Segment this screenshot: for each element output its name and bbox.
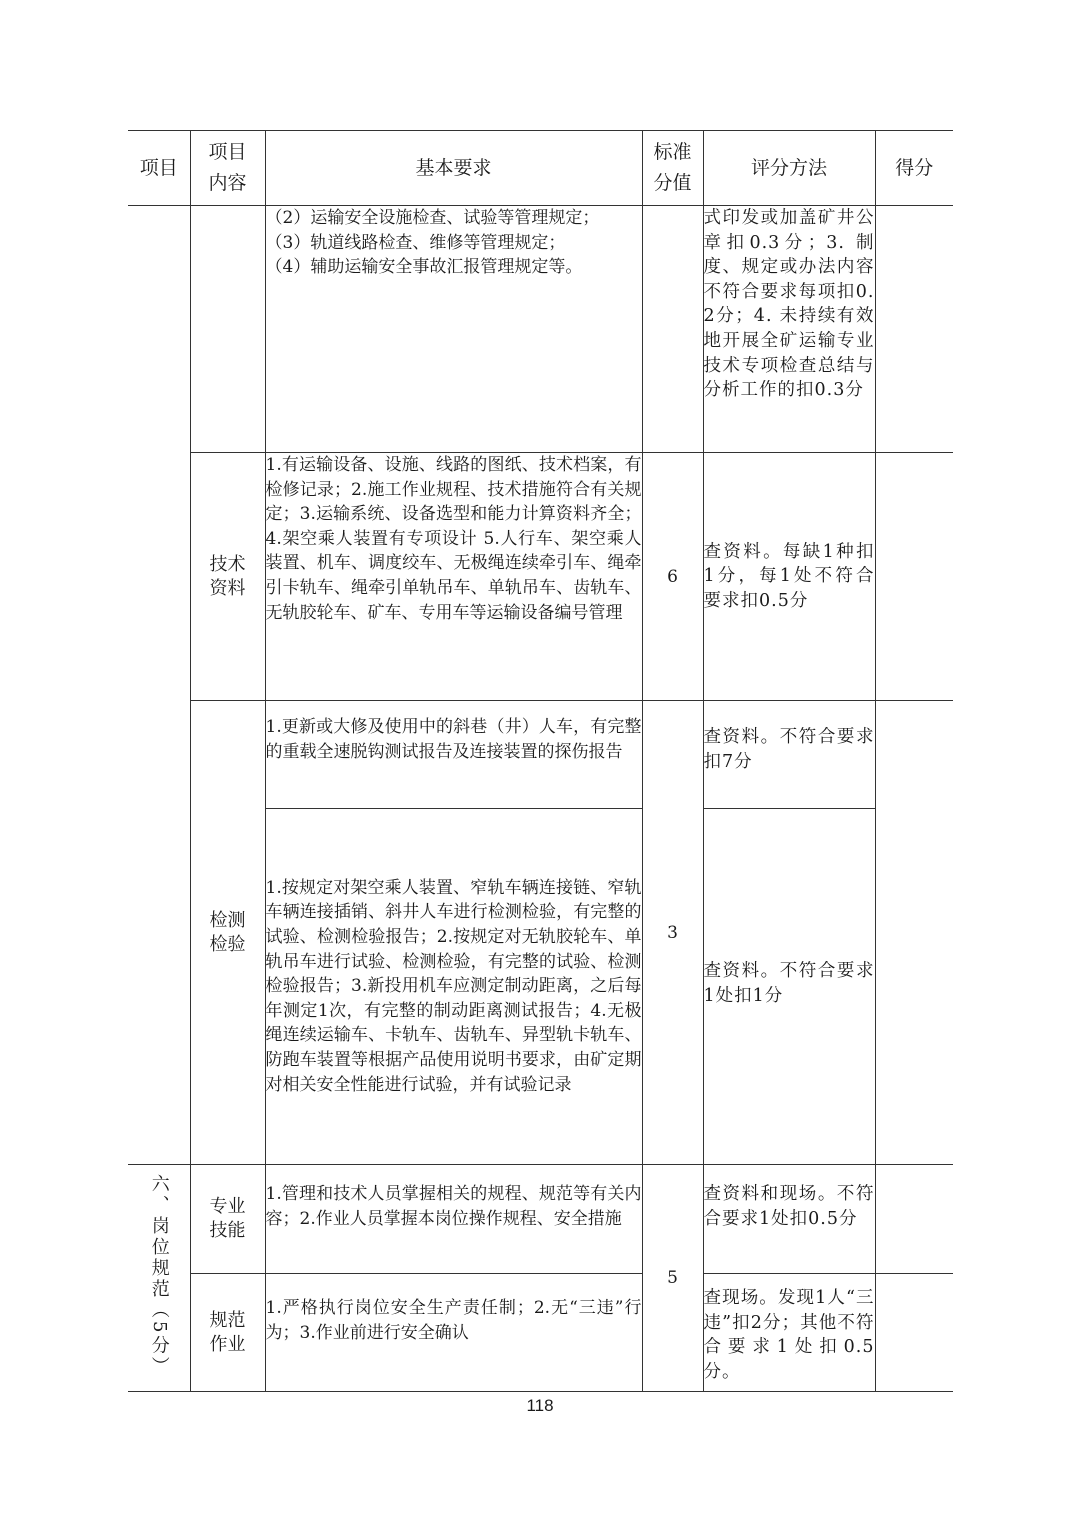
header-project-content-line2: 内容 — [208, 172, 247, 194]
requirements-standard-operation: 1.严格执行岗位安全生产责任制；2.无“三违”行为；3.作业前进行安全确认 — [265, 1274, 642, 1392]
item-standard-operation — [190, 1274, 265, 1392]
item-name-line1: 检测 — [209, 909, 246, 931]
score-cell[interactable] — [875, 1274, 953, 1392]
table-row — [128, 206, 953, 453]
scoring-method-professional-skills: 查资料和现场。不符合要求1处扣0.5分 — [703, 1165, 875, 1274]
item-technical-data — [190, 453, 265, 701]
standard-score-technical-data: 6 — [642, 453, 703, 701]
content-cell-continued — [190, 206, 265, 453]
item-name-line2: 检验 — [209, 933, 246, 955]
header-standard-score-line1: 标准 — [653, 141, 692, 163]
item-name-line2: 作业 — [209, 1333, 246, 1355]
header-project: 项目 — [128, 131, 190, 206]
requirement-line: （2）运输安全设施检查、试验等管理规定； — [265, 208, 600, 228]
scoring-method-inspection-b: 查资料。不符合要求1处扣1分 — [703, 809, 875, 1165]
requirements-professional-skills: 1.管理和技术人员掌握相关的规程、规范等有关内容；2.作业人员掌握本岗位操作规程、安全措施 — [265, 1165, 642, 1274]
header-row — [128, 131, 953, 206]
scoring-method-standard-operation: 查现场。发现1人“三违”扣2分；其他不符合要求1处扣0.5分。 — [703, 1274, 875, 1392]
section-post-standards-label: 六、岗位规范（5分） — [148, 1174, 170, 1378]
score-cell[interactable] — [875, 206, 953, 453]
standard-score-continued — [642, 206, 703, 453]
table-row — [128, 453, 953, 701]
item-inspection-testing — [190, 701, 265, 1165]
item-name-line1: 规范 — [209, 1309, 246, 1331]
table-row — [128, 1165, 953, 1274]
item-name-line1: 专业 — [209, 1196, 246, 1217]
section-post-standards — [128, 1165, 190, 1392]
item-name-line2: 资料 — [209, 577, 246, 599]
header-standard-score-line2: 分值 — [653, 172, 692, 194]
requirement-line: （3）轨道线路检查、维修等管理规定； — [265, 232, 566, 253]
score-cell[interactable] — [875, 701, 953, 1165]
standard-score-post: 5 — [642, 1165, 703, 1392]
item-name-line2: 技能 — [209, 1220, 246, 1241]
requirements-continued — [265, 206, 642, 453]
header-project-content-line1: 项目 — [208, 141, 247, 163]
score-cell[interactable] — [875, 453, 953, 701]
score-cell[interactable] — [875, 1165, 953, 1274]
header-scoring-method: 评分方法 — [703, 131, 875, 206]
header-standard-score — [642, 131, 703, 206]
scoring-method-inspection-a: 查资料。不符合要求扣7分 — [703, 701, 875, 809]
header-basic-requirements: 基本要求 — [265, 131, 642, 206]
section-cell-continued — [128, 206, 190, 1165]
requirements-inspection-a: 1.更新或大修及使用中的斜巷（井）人车，有完整的重载全速脱钩测试报告及连接装置的探伤报告 — [265, 701, 642, 809]
requirement-line: （4）辅助运输安全事故汇报管理规定等。 — [265, 257, 583, 278]
scoring-method-technical-data: 查资料。每缺1种扣1分，每1处不符合要求扣0.5分 — [703, 453, 875, 701]
requirements-inspection-b: 1.按规定对架空乘人装置、窄轨车辆连接链、窄轨车辆连接插销、斜井人车进行检测检验，有完整的试验、检测检验报告；2.按规定对无轨胶轮车、单轨吊车进行试验、检测检验，有完整的试验、检测检验报告；3.新投用机车应测定制动距离，之后每年测定1次，有完整的制动距离测试报告；4.无极绳连续运输车、卡轨车、齿轨车、异型轨卡轨车、防跑车装置等根据产品使用说明书要求，由矿定期对相关安全性能进行试验，并有试验记录 — [265, 809, 642, 1165]
page-number: 118 — [526, 1396, 554, 1415]
table-row — [128, 1274, 953, 1392]
item-name-line1: 技术 — [209, 553, 246, 575]
requirements-technical-data: 1.有运输设备、设施、线路的图纸、技术档案，有检修记录；2.施工作业规程、技术措施符合有关规定；3.运输系统、设备选型和能力计算资料齐全；4.架空乘人装置有专项设计 5.人行车、架空乘人装置、机车、调度绞车、无极绳连续牵引车、绳牵引卡轨车、绳牵引单轨吊车、单轨吊车、齿轨车、无轨胶轮车、矿车、专用车等运输设备编号管理 — [265, 453, 642, 701]
evaluation-table — [128, 130, 953, 1392]
standard-score-inspection: 3 — [642, 701, 703, 1165]
item-professional-skills — [190, 1165, 265, 1274]
table-row — [128, 701, 953, 809]
header-project-content — [190, 131, 265, 206]
scoring-method-continued: 式印发或加盖矿井公章扣0.3分；3. 制度、规定或办法内容不符合要求每项扣0.2分；4. 未持续有效地开展全矿运输专业技术专项检查总结与分析工作的扣0.3分 — [703, 206, 875, 453]
header-score-obtained: 得分 — [875, 131, 953, 206]
